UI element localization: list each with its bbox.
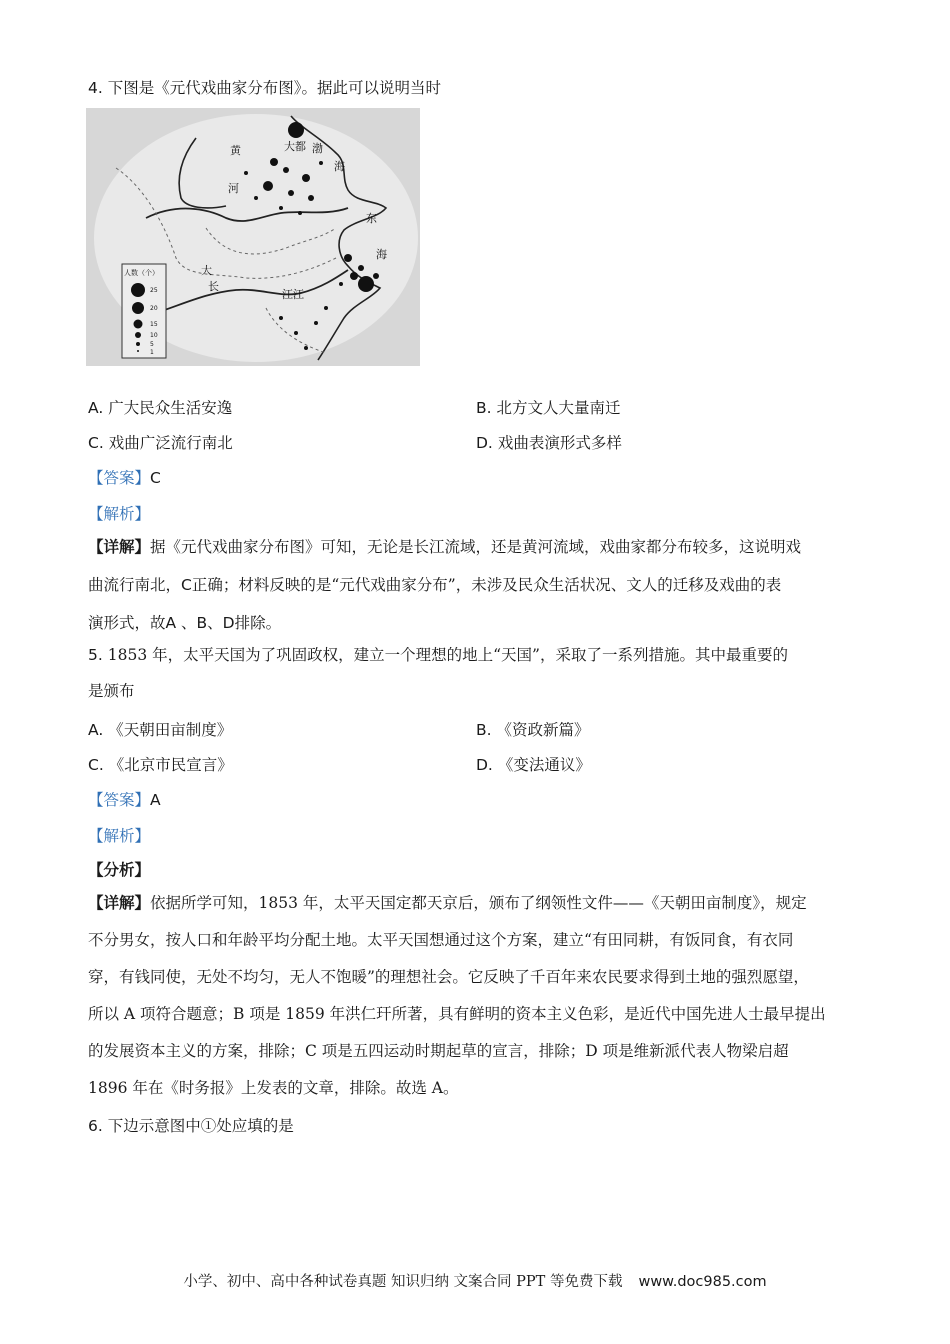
q4-stem-text: 下图是《元代戏曲家分布图》。据此可以说明当时 (107, 79, 441, 97)
q4-answer (88, 466, 161, 488)
q4-option-b-text: 北方文人大量南迁 (496, 399, 621, 417)
q5-answer-tag: 【答案】 (88, 791, 151, 809)
q4-detail-line3-pre: 演形式，故 (88, 614, 166, 632)
q4-number: 4. (88, 79, 103, 97)
q5-answer-value: A (150, 791, 161, 809)
q4-detail (88, 528, 868, 642)
q5-stem-line1 (88, 637, 868, 673)
q5-option-c-letter: C. (88, 756, 104, 774)
legend-value-15: 15 (150, 321, 158, 328)
label-da: 大 (201, 264, 212, 277)
label-he: 河 (228, 182, 239, 195)
q5-option-b (476, 718, 590, 740)
q5-detail-line4: 所以 A 项符合题意；B 项是 1859 年洪仁玕所著，具有鲜明的资本主义色彩，是近代中国先进人士最早提出 (88, 1005, 826, 1023)
q4-stem (88, 76, 441, 98)
q4-analysis-tag: 【解析】 (88, 505, 151, 523)
legend-value-25: 25 (150, 287, 158, 294)
legend-value-1: 1 (150, 349, 154, 356)
q4-detail-line1-text: 据《元代戏曲家分布图》可知，无论是长江流域，还是黄河流域，戏曲家都分布较多，这说明戏 (150, 538, 802, 556)
q5-option-b-text: 《资政新篇》 (496, 721, 590, 739)
page-footer (0, 1270, 950, 1291)
q5-analysis-tag: 【解析】 (88, 827, 151, 845)
q4-option-c-letter: C. (88, 434, 104, 452)
q5-number: 5. (88, 646, 103, 664)
q4-option-d-letter: D. (476, 434, 493, 452)
q5-detail-line6: 1896 年在《时务报》上发表的文章，排除。故选 A。 (88, 1079, 459, 1097)
q4-detail-line2-pre: 曲流行南北， (88, 576, 182, 594)
yuan-opera-map (86, 108, 420, 366)
q6-stem-text: 下边示意图中①处应填的是 (107, 1117, 294, 1135)
q4-option-d-text: 戏曲表演形式多样 (497, 434, 622, 452)
label-huang: 黄 (230, 144, 241, 157)
q4-detail-line3-post: 排除。 (234, 614, 282, 632)
q5-fenxi-tag: 【分析】 (88, 860, 151, 879)
legend-value-5: 5 (150, 341, 154, 348)
label-bo: 渤 (312, 142, 323, 155)
q5-detail-line5: 的发展资本主义的方案，排除；C 项是五四运动时期起草的宣言，排除；D 项是维新派代表人物梁启超 (88, 1042, 789, 1060)
q5-detail-line1-text: 依据所学可知，1853 年，太平天国定都天京后，颁布了纲领性文件——《天朝田亩制度》，规定 (150, 894, 807, 912)
q4-option-a-letter: A. (88, 399, 104, 417)
q4-detail-line2 (88, 566, 868, 604)
footer-url[interactable]: www.doc985.com (638, 1274, 767, 1290)
q4-detail-line2-c: C (181, 576, 192, 594)
q5-option-d-text: 《变法通议》 (497, 756, 591, 774)
q5-option-c-text: 《北京市民宣言》 (108, 756, 233, 774)
q4-option-c-text: 戏曲广泛流行南北 (108, 434, 233, 452)
q4-detail-tag: 【详解】 (88, 537, 151, 556)
legend-title: 人数（个） (124, 269, 159, 277)
label-jiang: 江江 (282, 288, 304, 301)
label-hai-bohai: 海 (334, 160, 345, 173)
q4-detail-line3-letters: A 、B、D (165, 614, 235, 632)
q5-detail-tag: 【详解】 (88, 893, 151, 912)
q5-option-d-letter: D. (476, 756, 493, 774)
legend-value-10: 10 (150, 332, 158, 339)
q4-option-a-text: 广大民众生活安逸 (108, 399, 233, 417)
q5-stem-line2: 是颁布 (88, 682, 135, 700)
q5-option-a-letter: A. (88, 721, 104, 739)
footer-text: 小学、初中、高中各种试卷真题 知识归纳 文案合同 PPT 等免费下载 (183, 1274, 623, 1290)
q5-answer (88, 788, 161, 810)
q4-option-c (88, 431, 233, 453)
legend-box (122, 264, 166, 358)
q6-number: 6. (88, 1117, 103, 1135)
q5-detail-line3: 穿，有钱同使，无处不均匀，无人不饱暖”的理想社会。它反映了千百年来农民要求得到土地的强烈愿望， (88, 968, 809, 986)
label-chang: 长 (208, 280, 219, 293)
q4-answer-tag: 【答案】 (88, 469, 151, 487)
q4-detail-line1 (88, 528, 868, 566)
q5-option-b-letter: B. (476, 721, 492, 739)
q5-option-d (476, 753, 591, 775)
label-hai: 海 (376, 248, 387, 261)
q5-detail-line1 (88, 884, 868, 922)
q5-option-a-text: 《天朝田亩制度》 (108, 721, 233, 739)
q4-option-b (476, 396, 621, 418)
q4-answer-value: C (150, 469, 161, 487)
label-dong: 东 (366, 212, 377, 225)
label-dadu: 大都 (284, 140, 306, 153)
q4-option-b-letter: B. (476, 399, 492, 417)
q4-option-d (476, 431, 622, 453)
q5-stem (88, 637, 868, 709)
q4-option-a (88, 396, 232, 418)
q5-stem-line1-text: 1853 年，太平天国为了巩固政权，建立一个理想的地上“天国”，采取了一系列措施。其中最重要的 (107, 646, 788, 664)
q5-option-a (88, 718, 232, 740)
legend-value-20: 20 (150, 305, 158, 312)
q6-stem (88, 1114, 294, 1136)
q4-detail-line2-post: 正确；材料反映的是“元代戏曲家分布”，未涉及民众生活状况、文人的迁移及戏曲的表 (191, 576, 782, 594)
q5-option-c (88, 753, 233, 775)
map-figure (86, 108, 420, 366)
q5-detail-line2: 不分男女，按人口和年龄平均分配土地。太平天国想通过这个方案，建立“有田同耕，有饭同食，有衣同 (88, 931, 794, 949)
q5-detail (88, 884, 868, 1107)
